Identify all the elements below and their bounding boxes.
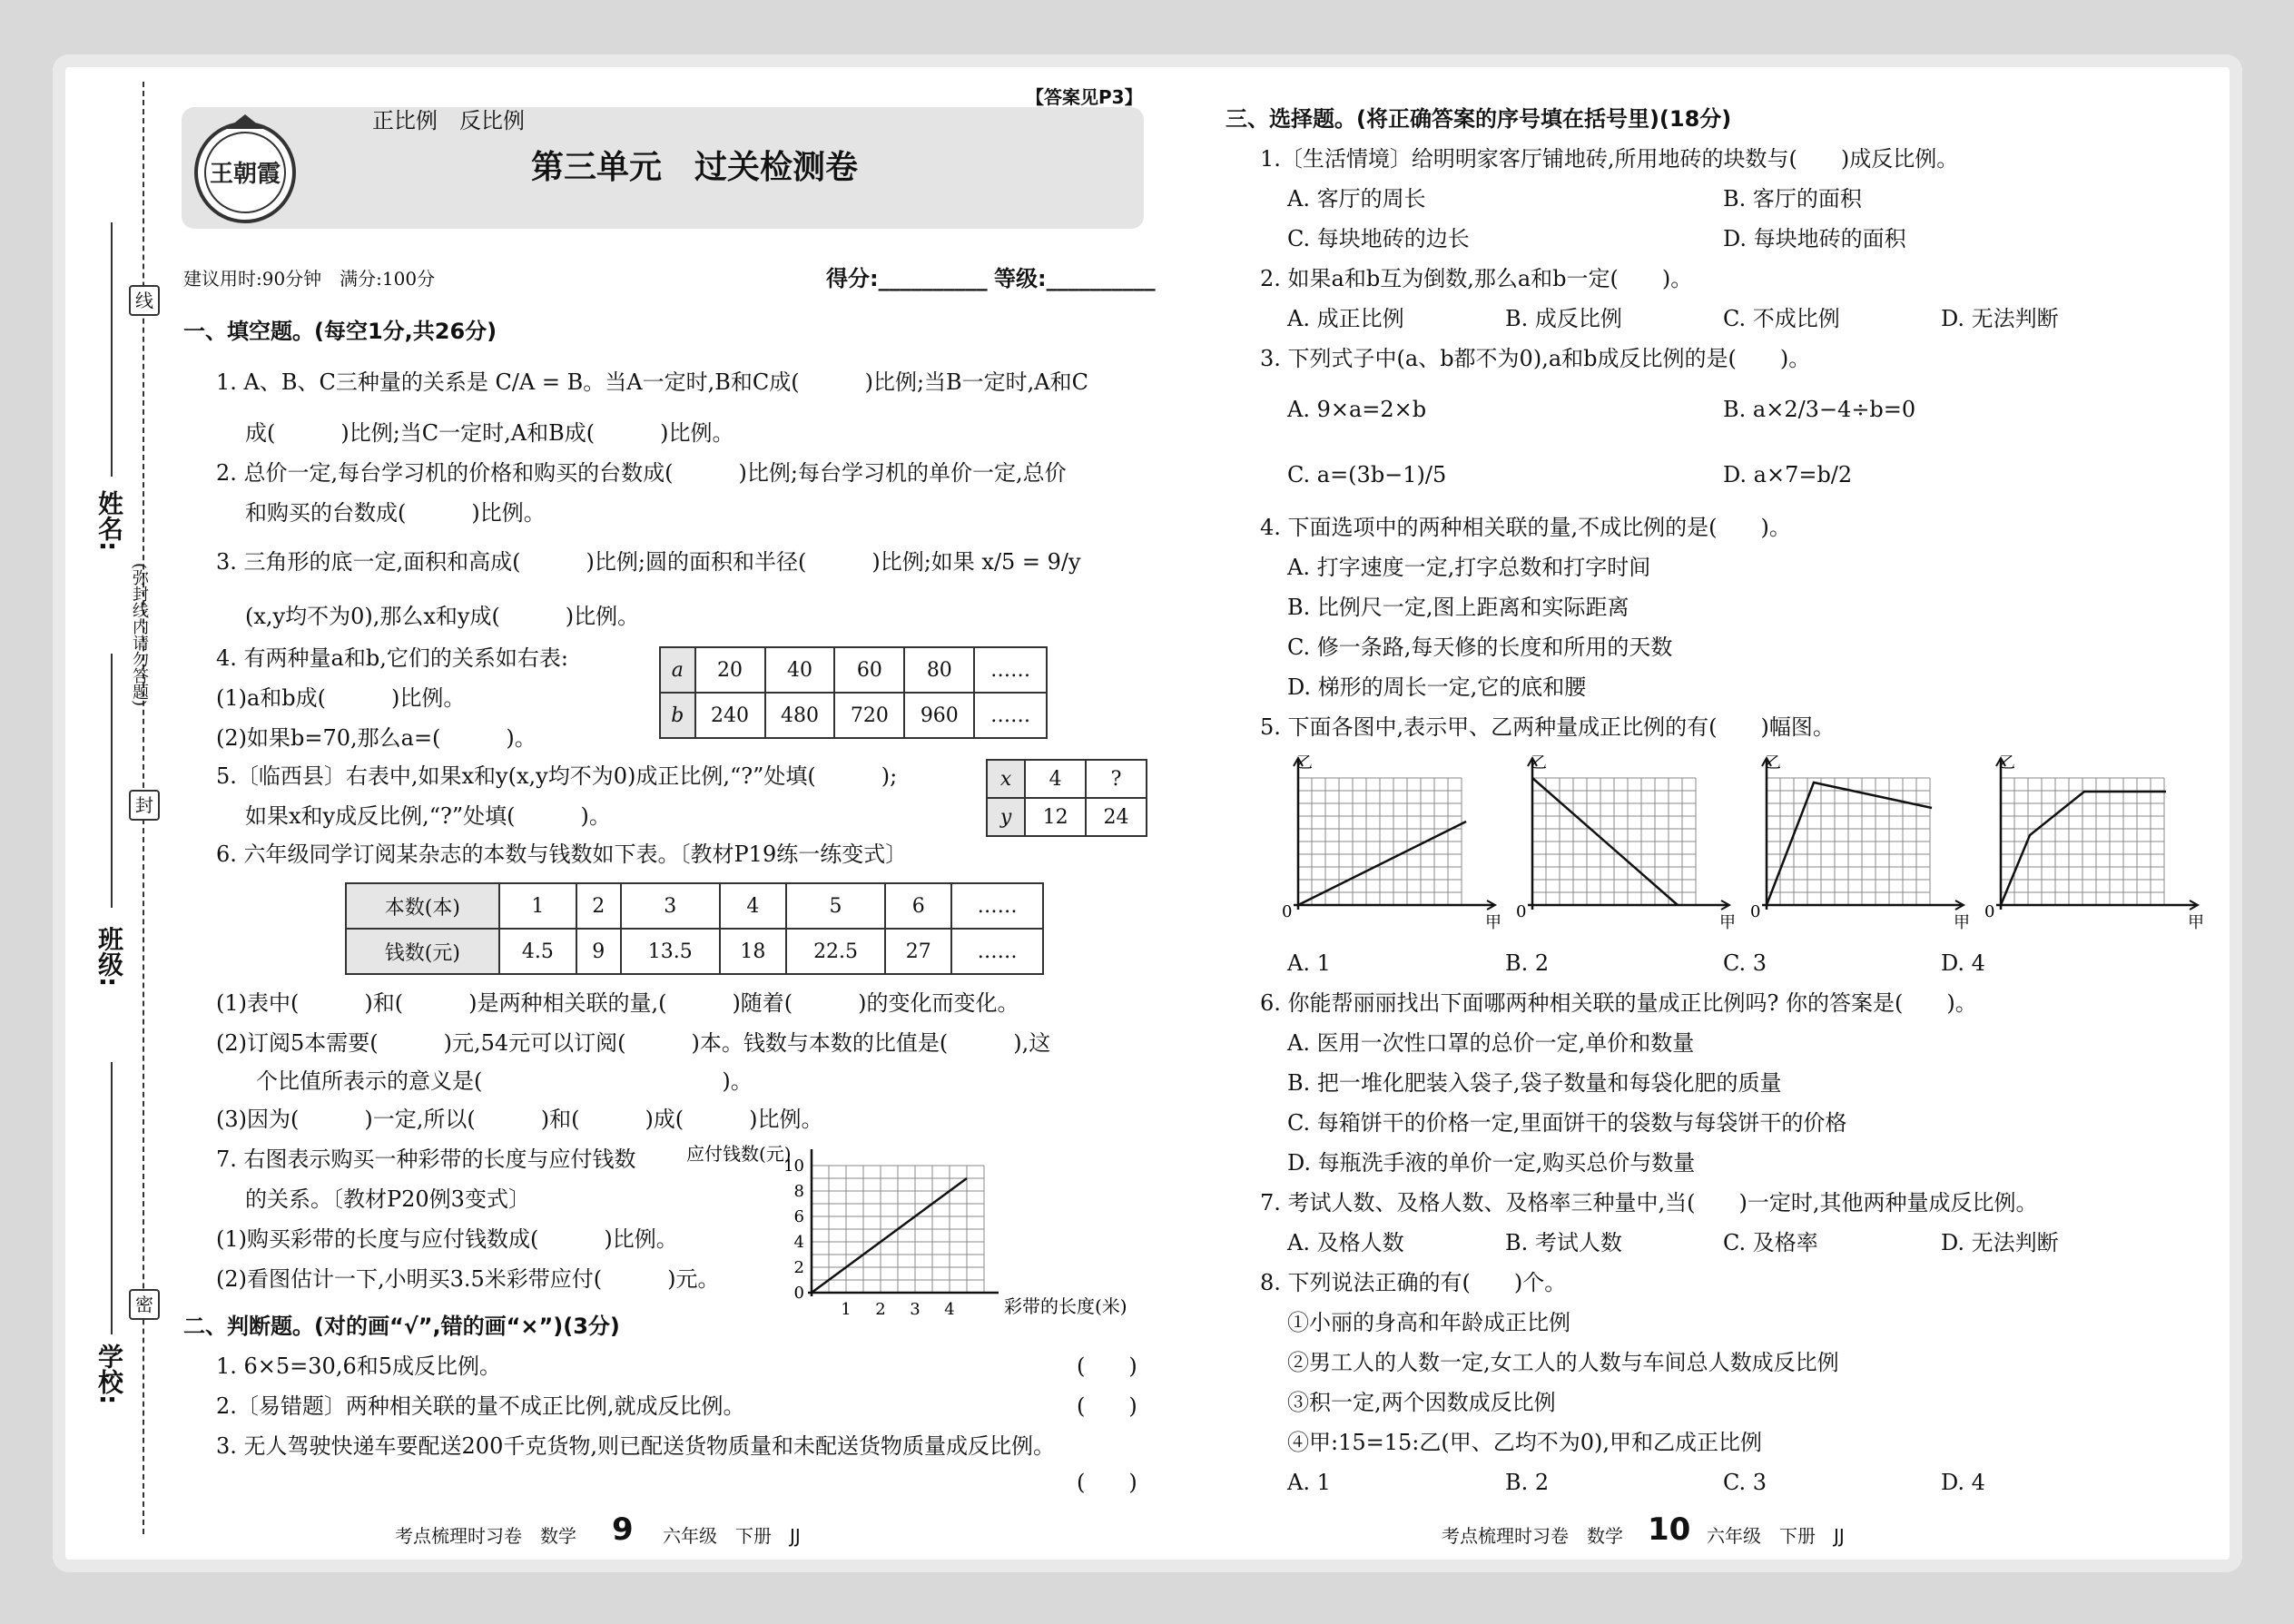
s1-q2-line2: 和购买的台数成( )比例。 — [245, 500, 546, 526]
footer-right-text: 考点梳理时习卷 数学 — [1442, 1525, 1623, 1547]
table-cell: 20 — [695, 647, 765, 693]
table-cell: 240 — [695, 693, 765, 738]
s1-q4-1: (1)a和b成( )比例。 — [216, 685, 466, 711]
y-tick-label: 4 — [793, 1233, 804, 1252]
s3-q3: 3. 下列式子中(a、b都不为0),a和b成反比例的是( )。 — [1260, 346, 1811, 371]
table-cell: 960 — [904, 693, 974, 738]
s2-q3: 3. 无人驾驶快递车要配送200千克货物,则已配送货物质量和未配送货物质量成反比例。 — [216, 1433, 1055, 1459]
graph-origin-label: 0 — [1282, 902, 1293, 921]
s3-q6-option-c[interactable]: C. 每箱饼干的价格一定,里面饼干的袋数与每袋饼干的价格 — [1287, 1110, 1847, 1136]
s3-q8-statement-2: ②男工人的人数一定,女工人的人数与车间总人数成反比例 — [1287, 1350, 1839, 1375]
series-line — [812, 1178, 967, 1293]
s3-q7-option-a[interactable]: A. 及格人数 — [1287, 1230, 1404, 1255]
graph-x-axis-label: 甲 — [2188, 913, 2204, 932]
s3-q1-option-a[interactable]: A. 客厅的周长 — [1287, 186, 1426, 212]
s3-q3-option-b[interactable]: B. a×2/3−4÷b=0 — [1723, 397, 1916, 422]
table-cell: 80 — [904, 647, 974, 693]
svg-text:王朝霞: 王朝霞 — [209, 161, 281, 188]
s3-q5-option-b[interactable]: B. 2 — [1505, 950, 1550, 976]
s1-q2-line1: 2. 总价一定,每台学习机的价格和购买的台数成( )比例;每台学习机的单价一定,总价 — [216, 460, 1067, 486]
table-cell: x — [987, 760, 1025, 798]
table-x-y — [986, 759, 1147, 837]
table-cell: ? — [1086, 760, 1147, 798]
seal-note: (弥封线内请勿答题) — [130, 563, 149, 707]
table-row — [346, 929, 1043, 974]
s3-q5-option-c[interactable]: C. 3 — [1723, 950, 1767, 976]
s3-q4: 4. 下面选项中的两种相关联的量,不成比例的是( )。 — [1260, 515, 1791, 540]
s3-q7: 7. 考试人数、及格人数、及格率三种量中,当( )一定时,其他两种量成反比例。 — [1260, 1190, 2038, 1216]
s3-q8-statement-1: ①小丽的身高和年龄成正比例 — [1287, 1310, 1570, 1335]
footer-left-grade: 六年级 下册 JJ — [663, 1525, 801, 1547]
s1-q3-line2: (x,y均不为0),那么x和y成( )比例。 — [245, 604, 640, 629]
chart-xlabel: 彩带的长度(米) — [1004, 1295, 1127, 1317]
table-cell: 24 — [1086, 798, 1147, 836]
table-cell: 18 — [720, 929, 786, 974]
table-cell: …… — [974, 647, 1047, 693]
page-title: 第三单元 过关检测卷 — [531, 149, 859, 186]
s1-q5-line2: 如果x和y成反比例,“?”处填( )。 — [245, 803, 611, 829]
s3-q4-option-d[interactable]: D. 梯形的周长一定,它的底和腰 — [1287, 674, 1587, 700]
s3-q4-option-a[interactable]: A. 打字速度一定,打字总数和打字时间 — [1287, 555, 1651, 580]
s3-q2-option-c[interactable]: C. 不成比例 — [1723, 306, 1840, 331]
graph-y-axis-label: 乙 — [1999, 755, 2015, 773]
s3-q2-option-d[interactable]: D. 无法判断 — [1941, 306, 2059, 331]
table-cell: …… — [951, 883, 1043, 929]
footer-left-text: 考点梳理时习卷 数学 — [395, 1525, 576, 1547]
s3-q6: 6. 你能帮丽丽找出下面哪两种相关联的量成正比例吗? 你的答案是( )。 — [1260, 990, 1977, 1016]
graph-line — [2001, 792, 2166, 905]
q5-graph-3 — [1739, 755, 1975, 937]
s3-q5-option-d[interactable]: D. 4 — [1941, 950, 1985, 976]
x-tick-label: 3 — [910, 1300, 921, 1319]
s3-q8-option-c[interactable]: C. 3 — [1723, 1470, 1767, 1495]
time-score-info: 建议用时:90分钟 满分:100分 — [183, 268, 436, 290]
chart-ylabel: 应付钱数(元) — [686, 1143, 792, 1165]
line-mark: 线 — [129, 285, 160, 316]
table-cell: y — [987, 798, 1025, 836]
footer-right-grade: 六年级 下册 JJ — [1707, 1525, 1845, 1547]
table-cell: 4.5 — [499, 929, 576, 974]
s3-q4-option-b[interactable]: B. 比例尺一定,图上距离和实际距离 — [1287, 595, 1629, 620]
answer-reference: 【答案见P3】 — [1026, 86, 1143, 108]
table-cell: 40 — [765, 647, 835, 693]
page-number-right: 10 — [1648, 1511, 1691, 1548]
table-row — [660, 693, 1047, 738]
graph-y-axis-label: 乙 — [1531, 755, 1547, 773]
s1-q1-line1: 1. A、B、C三种量的关系是 C/A = B。当A一定时,B和C成( )比例;当B一定时,A和C — [216, 369, 1089, 395]
unit-topic: 正比例 反比例 — [372, 108, 525, 133]
s3-q6-option-a[interactable]: A. 医用一次性口罩的总价一定,单价和数量 — [1287, 1030, 1695, 1056]
x-tick-label: 2 — [875, 1300, 886, 1319]
s3-q8-option-b[interactable]: B. 2 — [1505, 1470, 1550, 1495]
graph-y-axis-label: 乙 — [1765, 755, 1781, 773]
s2-q3-answer[interactable]: ( ) — [1077, 1470, 1137, 1495]
s3-q3-option-a[interactable]: A. 9×a=2×b — [1287, 397, 1427, 422]
s1-q6-2-line1: (2)订阅5本需要( )元,54元可以订阅( )本。钱数与本数的比值是( ),这 — [216, 1030, 1051, 1056]
q5-graph-2 — [1505, 755, 1741, 937]
s3-q1-option-c[interactable]: C. 每块地砖的边长 — [1287, 226, 1470, 251]
s3-q5: 5. 下面各图中,表示甲、乙两种量成正比例的有( )幅图。 — [1260, 714, 1835, 740]
q5-graph-1 — [1271, 755, 1507, 937]
s3-q6-option-d[interactable]: D. 每瓶洗手液的单价一定,购买总价与数量 — [1287, 1150, 1696, 1176]
x-tick-label: 1 — [841, 1300, 852, 1319]
grade-field[interactable]: 等级:__________ — [994, 266, 1156, 291]
graph-origin-label: 0 — [1750, 902, 1761, 921]
s3-q2-option-b[interactable]: B. 成反比例 — [1505, 306, 1622, 331]
table-cell: 3 — [621, 883, 720, 929]
table-cell: 9 — [576, 929, 621, 974]
table-row — [987, 760, 1147, 798]
x-tick-label: 4 — [944, 1300, 955, 1319]
table-row — [987, 798, 1147, 836]
s3-q3-option-c[interactable]: C. a=(3b−1)/5 — [1287, 462, 1447, 487]
s3-q8: 8. 下列说法正确的有( )个。 — [1260, 1270, 1567, 1295]
graph-origin-label: 0 — [1984, 902, 1995, 921]
s2-q2: 2.〔易错题〕两种相关联的量不成正比例,就成反比例。 — [216, 1393, 745, 1419]
s2-q1: 1. 6×5=30,6和5成反比例。 — [216, 1353, 501, 1379]
table-cell: …… — [951, 929, 1043, 974]
table-cell: 钱数(元) — [346, 929, 499, 974]
ribbon-price-chart — [686, 1140, 1195, 1322]
s1-q4-2: (2)如果b=70,那么a=( )。 — [216, 725, 537, 751]
table-cell: 13.5 — [621, 929, 720, 974]
table-cell: 1 — [499, 883, 576, 929]
table-cell: 12 — [1025, 798, 1086, 836]
seal-mark: 封 — [129, 790, 160, 821]
s1-q7-line1: 7. 右图表示购买一种彩带的长度与应付钱数 — [216, 1147, 636, 1172]
s3-q2-option-a[interactable]: A. 成正比例 — [1287, 306, 1404, 331]
y-tick-label: 6 — [793, 1207, 804, 1226]
y-tick-label: 0 — [793, 1284, 804, 1303]
s3-q8-statement-4: ④甲:15=15:乙(甲、乙均不为0),甲和乙成正比例 — [1287, 1430, 1762, 1455]
y-tick-label: 10 — [783, 1156, 804, 1176]
table-cell: b — [660, 693, 695, 738]
s2-q1-answer[interactable]: ( ) — [1077, 1353, 1137, 1379]
s1-q6-3: (3)因为( )一定,所以( )和( )成( )比例。 — [216, 1107, 823, 1132]
table-cell: a — [660, 647, 695, 693]
s1-q3-line1: 3. 三角形的底一定,面积和高成( )比例;圆的面积和半径( )比例;如果 x/5 = 9/y — [216, 549, 1081, 575]
s1-q4: 4. 有两种量a和b,它们的关系如右表: — [216, 645, 568, 671]
class-field[interactable] — [111, 654, 113, 908]
class-label: 班级: — [94, 926, 124, 988]
s3-q8-statement-3: ③积一定,两个因数成反比例 — [1287, 1390, 1556, 1415]
graph-x-axis-label: 甲 — [1485, 913, 1501, 932]
table-cell: 4 — [1025, 760, 1086, 798]
score-field[interactable]: 得分:__________ — [826, 266, 988, 291]
table-magazine — [345, 882, 1044, 975]
close-mark: 密 — [129, 1289, 160, 1320]
y-tick-label: 8 — [793, 1182, 804, 1201]
s3-q7-option-b[interactable]: B. 考试人数 — [1505, 1230, 1622, 1255]
graph-origin-label: 0 — [1516, 902, 1527, 921]
s1-q5-line1: 5.〔临西县〕右表中,如果x和y(x,y均不为0)成正比例,“?”处填( ); — [216, 763, 898, 789]
s2-q2-answer[interactable]: ( ) — [1077, 1393, 1137, 1419]
table-row — [346, 883, 1043, 929]
section1-title: 一、填空题。(每空1分,共26分) — [183, 319, 497, 344]
school-field[interactable] — [111, 1062, 113, 1334]
name-label: 姓名: — [94, 490, 124, 552]
table-a-b — [659, 646, 1048, 739]
table-cell: 4 — [720, 883, 786, 929]
table-cell: 2 — [576, 883, 621, 929]
graph-x-axis-label: 甲 — [1719, 913, 1736, 932]
s3-q5-option-a[interactable]: A. 1 — [1287, 950, 1331, 976]
brand-logo — [191, 107, 300, 229]
table-cell: 5 — [786, 883, 885, 929]
s1-q6-2-line2: 个比值所表示的意义是( )。 — [256, 1068, 753, 1094]
s1-q7-line2: 的关系。〔教材P20例3变式〕 — [245, 1186, 530, 1212]
table-cell: …… — [974, 693, 1047, 738]
s3-q7-option-d[interactable]: D. 无法判断 — [1941, 1230, 2059, 1255]
s3-q3-option-d[interactable]: D. a×7=b/2 — [1723, 462, 1853, 487]
y-tick-label: 2 — [793, 1258, 804, 1277]
section3-title: 三、选择题。(将正确答案的序号填在括号里)(18分) — [1226, 106, 1732, 132]
graph-line — [1767, 782, 1932, 905]
s1-q1-line2: 成( )比例;当C一定时,A和B成( )比例。 — [245, 420, 734, 446]
s1-q6: 6. 六年级同学订阅某杂志的本数与钱数如下表。〔教材P19练一练变式〕 — [216, 842, 908, 867]
graph-x-axis-label: 甲 — [1954, 913, 1970, 932]
s1-q6-1: (1)表中( )和( )是两种相关联的量,( )随着( )的变化而变化。 — [216, 990, 1019, 1016]
table-cell: 22.5 — [786, 929, 885, 974]
s3-q1-option-d[interactable]: D. 每块地砖的面积 — [1723, 226, 1906, 251]
s1-q7-2: (2)看图估计一下,小明买3.5米彩带应付( )元。 — [216, 1266, 720, 1292]
table-row — [660, 647, 1047, 693]
s1-q7-1: (1)购买彩带的长度与应付钱数成( )比例。 — [216, 1226, 678, 1252]
s3-q4-option-c[interactable]: C. 修一条路,每天修的长度和所用的天数 — [1287, 635, 1673, 660]
page-number-left: 9 — [612, 1511, 634, 1548]
s3-q6-option-b[interactable]: B. 把一堆化肥装入袋子,袋子数量和每袋化肥的质量 — [1287, 1070, 1782, 1096]
table-cell: 6 — [885, 883, 951, 929]
s3-q8-option-a[interactable]: A. 1 — [1287, 1470, 1331, 1495]
graph-y-axis-label: 乙 — [1296, 755, 1313, 773]
section2-title: 二、判断题。(对的画“√”,错的画“×”)(3分) — [183, 1314, 620, 1339]
table-cell: 480 — [765, 693, 835, 738]
table-cell: 60 — [834, 647, 904, 693]
school-label: 学校: — [94, 1343, 124, 1405]
s3-q2: 2. 如果a和b互为倒数,那么a和b一定( )。 — [1260, 266, 1693, 291]
s3-q1: 1.〔生活情境〕给明明家客厅铺地砖,所用地砖的块数与( )成反比例。 — [1260, 146, 1959, 172]
table-cell: 720 — [834, 693, 904, 738]
name-field[interactable] — [111, 222, 113, 477]
s3-q8-option-d[interactable]: D. 4 — [1941, 1470, 1985, 1495]
table-cell: 27 — [885, 929, 951, 974]
s3-q7-option-c[interactable]: C. 及格率 — [1723, 1230, 1818, 1255]
table-cell: 本数(本) — [346, 883, 499, 929]
q5-graph-4 — [1974, 755, 2210, 937]
s3-q1-option-b[interactable]: B. 客厅的面积 — [1723, 186, 1862, 212]
